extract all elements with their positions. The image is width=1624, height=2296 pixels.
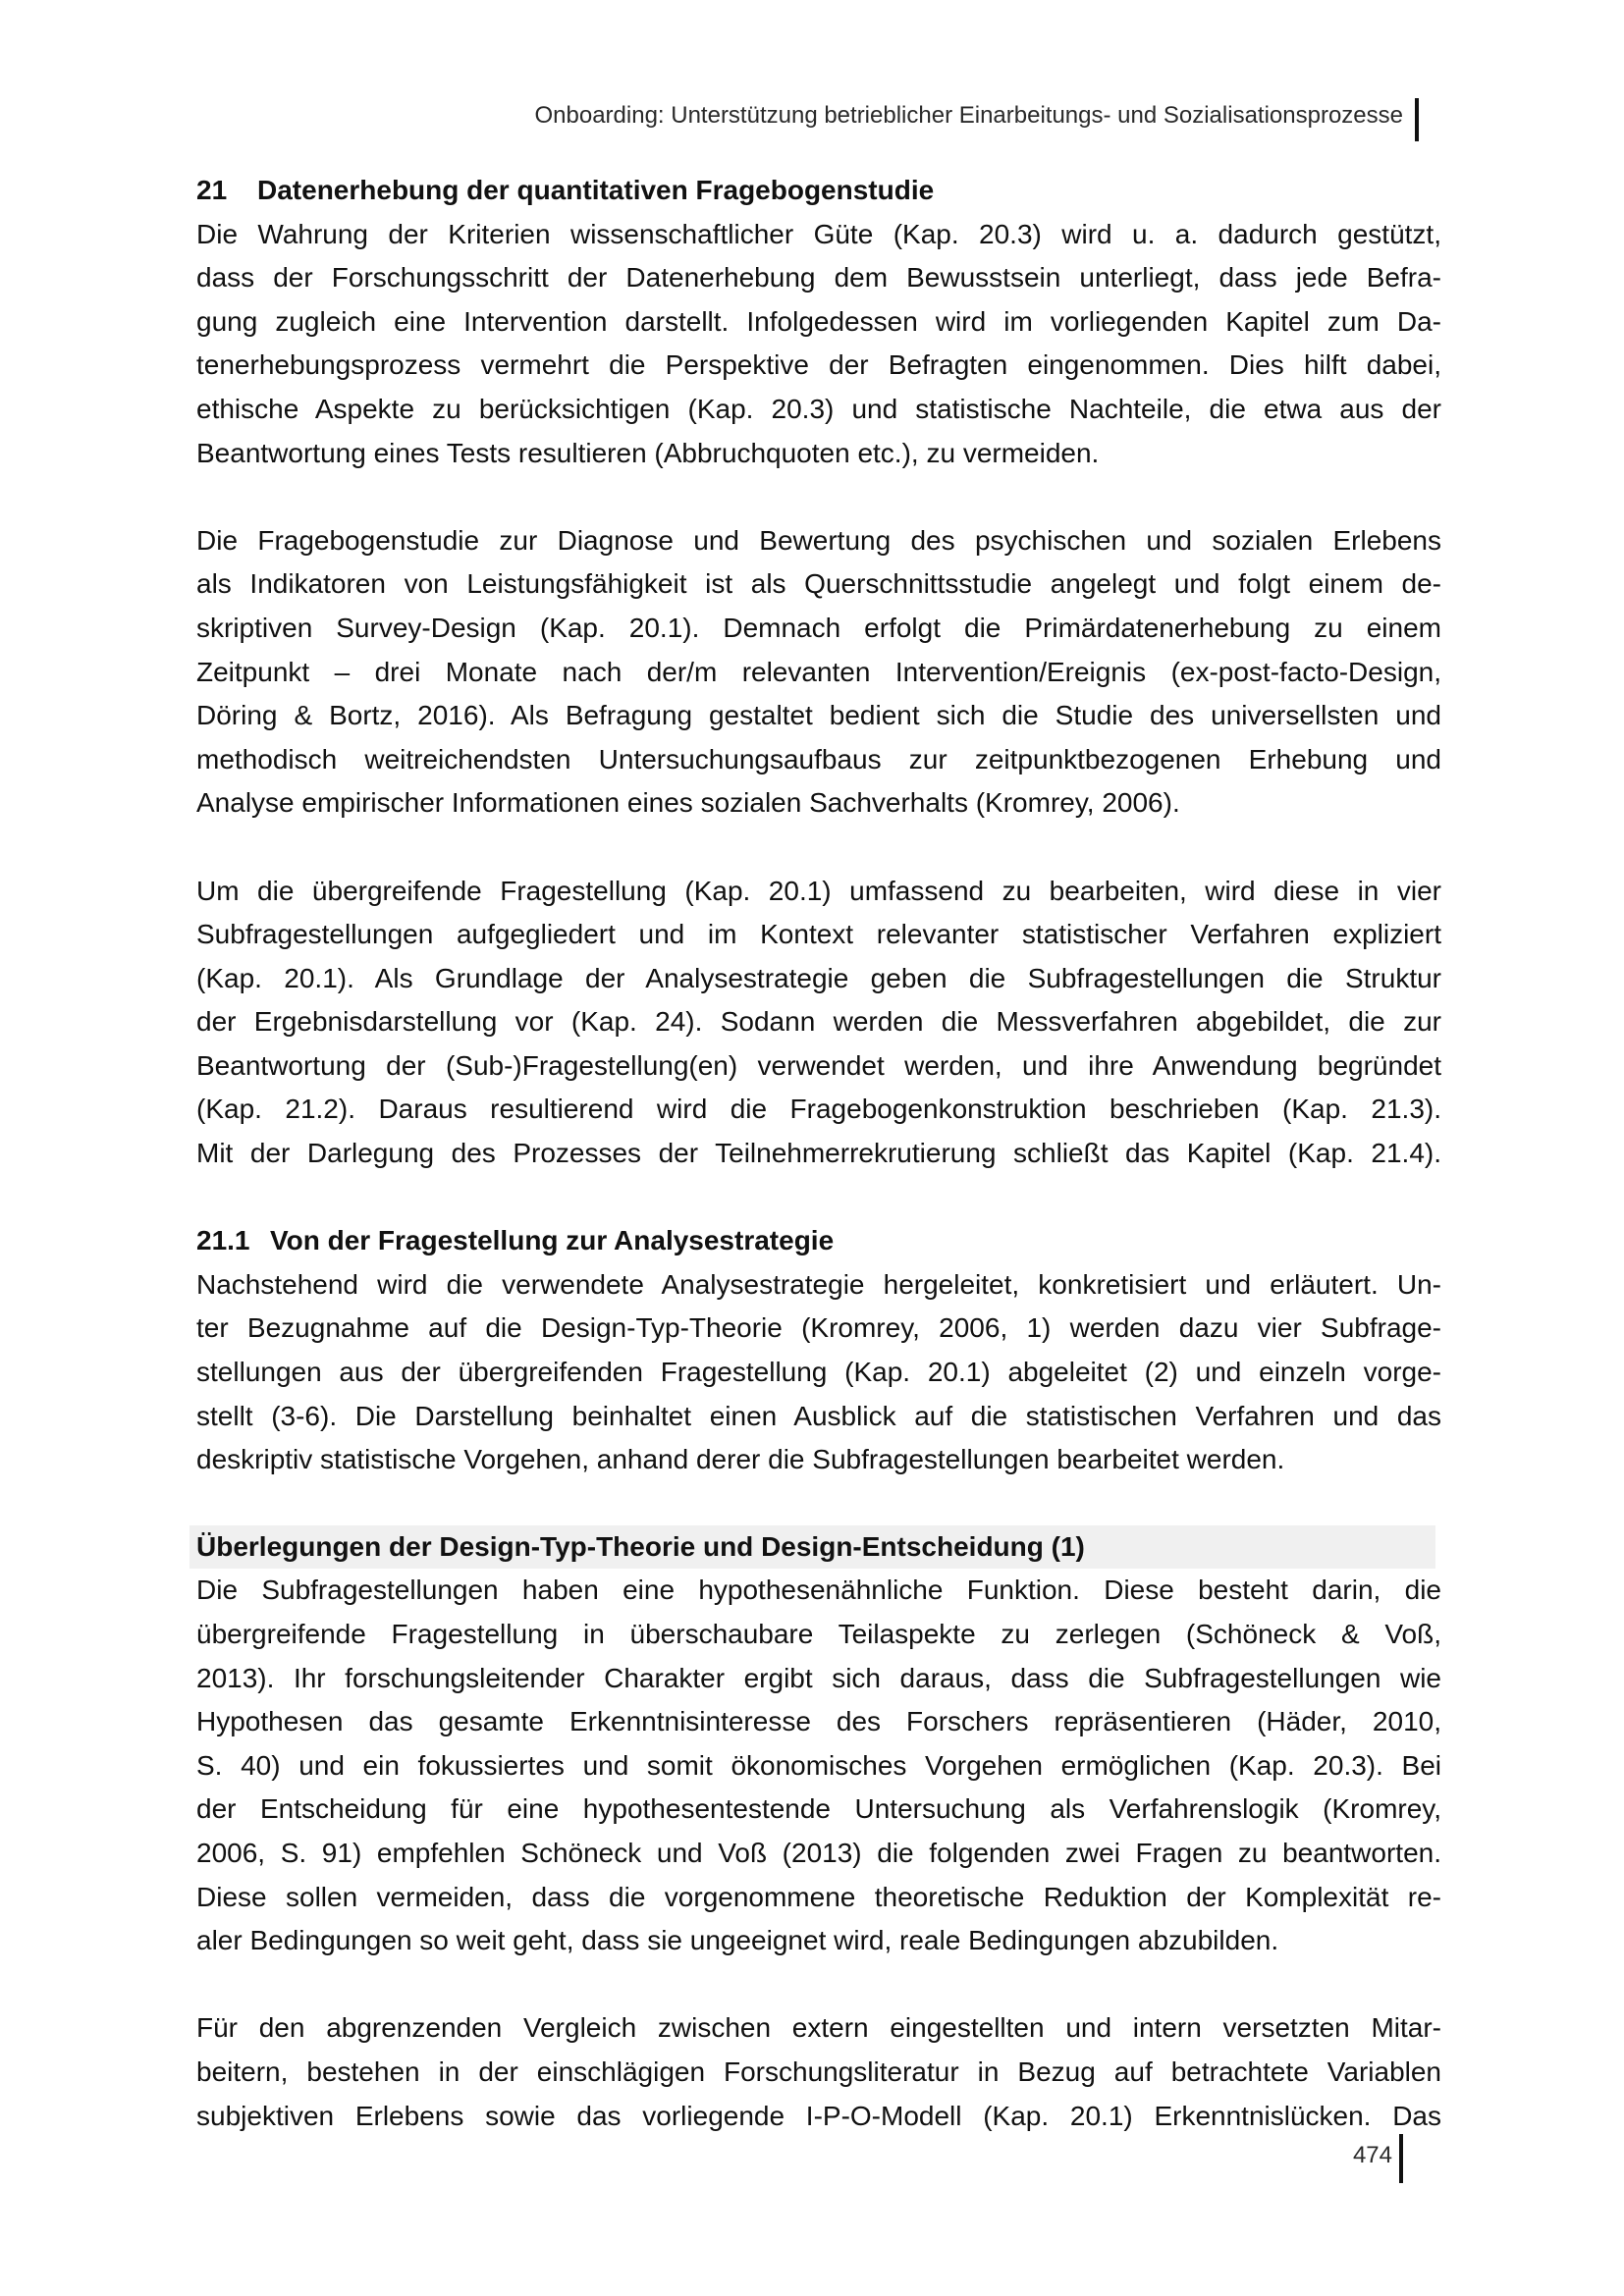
text-line: Beantwortung der (Sub-)Fragestellung(en) verwendet werden, und ihre Anwendung begründet <box>196 1049 1441 1081</box>
text-line: Die Fragebogenstudie zur Diagnose und Bewertung des psychischen und sozialen Erlebens <box>196 524 1441 556</box>
text-line: Die Wahrung der Kriterien wissenschaftlicher Güte (Kap. 20.3) wird u. a. dadurch gestützt, <box>196 218 1441 249</box>
text-line: stellungen aus der übergreifenden Fragestellung (Kap. 20.1) abgeleitet (2) und einzeln vorge- <box>196 1357 1441 1388</box>
paragraph-gap <box>196 1482 1441 1526</box>
text-line: deskriptiv statistische Vorgehen, anhand derer die Subfragestellungen bearbeitet werden. <box>196 1444 1285 1475</box>
paragraph-gap <box>196 1963 1441 2007</box>
text-line: Um die übergreifende Fragestellung (Kap. 20.1) umfassend zu bearbeiten, wird diese in vier <box>196 875 1441 906</box>
text-line: Beantwortung eines Tests resultieren (Abbruchquoten etc.), zu vermeiden. <box>196 437 1100 468</box>
text-line: (Kap. 20.1). Als Grundlage der Analysestrategie geben die Subfragestellungen die Struktur <box>196 962 1441 993</box>
paragraph <box>196 2006 1441 2138</box>
paragraph <box>196 1263 1441 1482</box>
text-line: Für den abgrenzenden Vergleich zwischen extern eingestellten und intern versetzten Mitar- <box>196 2012 1441 2044</box>
text-line: skriptiven Survey-Design (Kap. 20.1). Demnach erfolgt die Primärdatenerhebung zu einem <box>196 612 1441 643</box>
text-line: Analyse empirischer Informationen eines sozialen Sachverhalts (Kromrey, 2006). <box>196 787 1180 819</box>
text-line: S. 40) und ein fokussiertes und somit ökonomisches Vorgehen ermöglichen (Kap. 20.3). Bei <box>196 1749 1441 1781</box>
text-line: Subfragestellungen aufgegliedert und im Kontext relevanter statistischer Verfahren expliziert <box>196 919 1441 950</box>
subheading-title: Überlegungen der Design-Typ-Theorie und Design-Entscheidung (1) <box>196 1531 1085 1563</box>
text-line: Die Subfragestellungen haben eine hypothesenähnliche Funktion. Diese besteht darin, die <box>196 1575 1441 1606</box>
paragraph-gap <box>196 826 1441 870</box>
text-line: (Kap. 21.2). Daraus resultierend wird die Fragebogenkonstruktion beschrieben (Kap. 21.3). <box>196 1094 1441 1125</box>
text-line: Mit der Darlegung des Prozesses der Teilnehmerrekrutierung schließt das Kapitel (Kap. 21.4). <box>196 1138 1441 1169</box>
header-rule <box>1415 98 1419 141</box>
text-line: gung zugleich eine Intervention darstellt. Infolgedessen wird im vorliegenden Kapitel zum Da- <box>196 305 1441 337</box>
subsection-title: Von der Fragestellung zur Analysestrategie <box>270 1225 835 1256</box>
running-header: Onboarding: Unterstützung betrieblicher Einarbeitungs- und Sozialisationsprozesse <box>534 102 1403 129</box>
text-line: subjektiven Erlebens sowie das vorliegende I-P-O-Modell (Kap. 20.1) Erkenntnislücken. Das <box>196 2100 1441 2131</box>
text-line: ter Bezugnahme auf die Design-Typ-Theorie (Kromrey, 2006, 1) werden dazu vier Subfrage- <box>196 1312 1441 1344</box>
section-number: 21 <box>196 175 228 205</box>
text-line: Döring & Bortz, 2016). Als Befragung gestaltet bedient sich die Studie des universellsten und <box>196 700 1441 731</box>
text-line: Zeitpunkt – drei Monate nach der/m relevanten Intervention/Ereignis (ex-post-facto-Design, <box>196 656 1441 687</box>
paragraph <box>196 1569 1441 1962</box>
text-line: der Ergebnisdarstellung vor (Kap. 24). Sodann werden die Messverfahren abgebildet, die zur <box>196 1006 1441 1038</box>
text-line: methodisch weitreichendsten Untersuchungsaufbaus zur zeitpunktbezogenen Erhebung und <box>196 743 1441 774</box>
subsection-heading <box>196 1219 1441 1263</box>
text-line: als Indikatoren von Leistungsfähigkeit ist als Querschnittsstudie angelegt und folgt einem de- <box>196 568 1441 600</box>
text-line: übergreifende Fragestellung in überschaubare Teilaspekte zu zerlegen (Schöneck & Voß, <box>196 1619 1441 1649</box>
footer-rule <box>1399 2134 1403 2183</box>
text-line: tenerhebungsprozess vermehrt die Perspektive der Befragten eingenommen. Dies hilft dabei, <box>196 349 1441 381</box>
text-line: Hypothesen das gesamte Erkenntnisinteresse des Forschers repräsentieren (Häder, 2010, <box>196 1706 1441 1737</box>
paragraph-gap <box>196 1176 1441 1220</box>
text-line: der Entscheidung für eine hypothesentestende Untersuchung als Verfahrenslogik (Kromrey, <box>196 1793 1441 1825</box>
subsection-number: 21.1 <box>196 1225 250 1256</box>
text-line: dass der Forschungsschritt der Datenerhebung dem Bewusstsein unterliegt, dass jede Befra- <box>196 262 1441 294</box>
text-line: beitern, bestehen in der einschlägigen Forschungsliteratur in Bezug auf betrachtete Variablen <box>196 2056 1441 2087</box>
text-line: Nachstehend wird die verwendete Analysestrategie hergeleitet, konkretisiert und erläutert. Un- <box>196 1268 1441 1300</box>
text-line: Diese sollen vermeiden, dass die vorgenommene theoretische Reduktion der Komplexität re- <box>196 1881 1441 1912</box>
paragraph <box>196 213 1441 476</box>
section-heading <box>196 169 1441 213</box>
text-line: stellt (3-6). Die Darstellung beinhaltet einen Ausblick auf die statistischen Verfahren und das <box>196 1400 1441 1431</box>
text-line: 2006, S. 91) empfehlen Schöneck und Voß (2013) die folgenden zwei Fragen zu beantworten. <box>196 1837 1441 1868</box>
shaded-subheading <box>189 1525 1435 1569</box>
paragraph <box>196 870 1441 1176</box>
text-line: aler Bedingungen so weit geht, dass sie ungeeignet wird, reale Bedingungen abzubilden. <box>196 1925 1279 1956</box>
section-title: Datenerhebung der quantitativen Fragebogenstudie <box>257 175 935 205</box>
text-line: ethische Aspekte zu berücksichtigen (Kap. 20.3) und statistische Nachteile, die etwa aus der <box>196 393 1441 424</box>
paragraph <box>196 519 1441 826</box>
page-content <box>196 169 1441 2138</box>
page-number: 474 <box>1352 2142 1392 2168</box>
paragraph-gap <box>196 475 1441 519</box>
text-line: 2013). Ihr forschungsleitender Charakter ergibt sich daraus, dass die Subfragestellungen wie <box>196 1662 1441 1693</box>
